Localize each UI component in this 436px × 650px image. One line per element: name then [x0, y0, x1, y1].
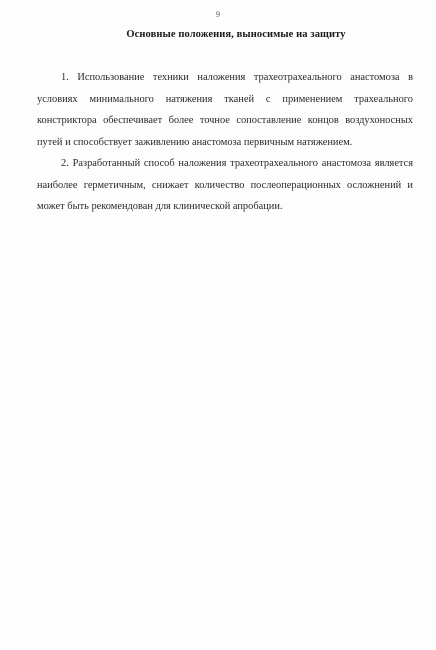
body-text	[37, 67, 413, 218]
paragraph-2: 2. Разработанный способ наложения трахеотрахеального анастомоза является наиболее герметичным, снижает количество послеоперационных осложнений и может быть рекомендован для клинической апробации.	[37, 158, 413, 212]
paragraph-1: 1. Использование техники наложения трахеотрахеального анастомоза в условиях минимального натяжения тканей с применением трахеального констриктора обеспечивает более точное сопоставление концов воздухоносных путей и способствует заживлению анастомоза первичным натяжением.	[37, 72, 413, 148]
page-number: 9	[216, 10, 220, 19]
section-heading: Основные положения, выносимые на защиту	[126, 29, 346, 40]
